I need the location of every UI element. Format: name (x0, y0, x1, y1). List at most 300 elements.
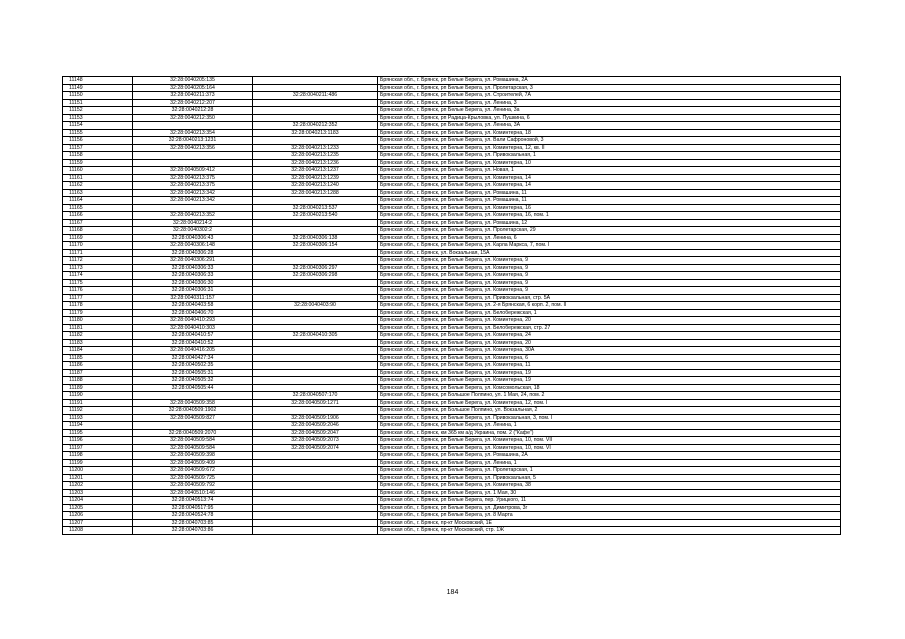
table-row (63, 399, 841, 407)
address-cell: Брянская обл., г. Брянск, рп Белые Берега, ул. Ромашина, 11 (378, 197, 841, 205)
table-row (63, 504, 841, 512)
row-number-cell: 11182 (63, 332, 133, 340)
row-number-cell: 11177 (63, 294, 133, 302)
parcel-cadastral-number-cell: 32:28:0040306:148 (133, 242, 253, 250)
building-cadastral-number-cell (253, 84, 378, 92)
address-cell: Брянская обл., г. Брянск, рп Белые Берега, ул. Карла Маркса, 7, пом. I (378, 242, 841, 250)
table-row (63, 474, 841, 482)
building-cadastral-number-cell (253, 114, 378, 122)
row-number-cell: 11196 (63, 437, 133, 445)
table-row (63, 77, 841, 85)
parcel-cadastral-number-cell (133, 122, 253, 130)
address-cell: Брянская обл., г. Брянск, рп Белые Берега, ул. Коминтерна, 38 (378, 482, 841, 490)
table-row (63, 407, 841, 415)
address-cell: Брянская обл., г. Брянск, рп Белые Берега, ул. Ромашина, 2А (378, 77, 841, 85)
row-number-cell: 11189 (63, 384, 133, 392)
building-cadastral-number-cell (253, 384, 378, 392)
address-cell: Брянская обл., г. Брянск, рп Белые Берега, ул. Коминтерна, 19 (378, 377, 841, 385)
address-cell: Брянская обл., г. Брянск, рп Белые Берега, ул. Комсомольская, 18 (378, 384, 841, 392)
building-cadastral-number-cell (253, 77, 378, 85)
row-number-cell: 11155 (63, 129, 133, 137)
row-number-cell: 11206 (63, 512, 133, 520)
address-cell: Брянская обл., г. Брянск, рп Белые Берега, ул. Белобережская, 1 (378, 309, 841, 317)
parcel-cadastral-number-cell: 32:28:0040509:827 (133, 414, 253, 422)
table-row (63, 414, 841, 422)
parcel-cadastral-number-cell: 32:28:0040509:584 (133, 437, 253, 445)
address-cell: Брянская обл., г. Брянск, рп Радица-Крыловка, ул. Пушкина, 6 (378, 114, 841, 122)
parcel-cadastral-number-cell: 32:28:0040306:31 (133, 287, 253, 295)
row-number-cell: 11207 (63, 519, 133, 527)
parcel-cadastral-number-cell: 32:28:0040213:342 (133, 197, 253, 205)
building-cadastral-number-cell (253, 407, 378, 415)
table-row (63, 519, 841, 527)
parcel-cadastral-number-cell: 32:28:0040205:164 (133, 84, 253, 92)
address-cell: Брянская обл., г. Брянск, рп Белые Берега, ул. Ленина, 3 (378, 99, 841, 107)
address-cell: Брянская обл., г. Брянск, км 365 км а/д Украина, пом. 2 ("Кафе") (378, 429, 841, 437)
address-cell: Брянская обл., г. Брянск, рп Белые Берега, ул. Коминтерна, 20 (378, 317, 841, 325)
address-cell: Брянская обл., г. Брянск, рп Белые Берега, ул. Коминтерна, 11 (378, 362, 841, 370)
address-cell: Брянская обл., г. Брянск, рп Белые Берега, ул. Ромашина, 2А (378, 452, 841, 460)
row-number-cell: 11168 (63, 227, 133, 235)
row-number-cell: 11197 (63, 444, 133, 452)
row-number-cell: 11195 (63, 429, 133, 437)
address-cell: Брянская обл., г. Брянск, рп Белые Берега, ул. Коминтерна, 9 (378, 279, 841, 287)
address-cell: Брянская обл., г. Брянск, пр-кт Московский, 1Е (378, 519, 841, 527)
row-number-cell: 11172 (63, 257, 133, 265)
address-cell: Брянская обл., г. Брянск, рп Белые Берега, ул. Привокзальная, 5 (378, 474, 841, 482)
row-number-cell: 11200 (63, 467, 133, 475)
table-row (63, 249, 841, 257)
address-cell: Брянская обл., г. Брянск, рп Белые Берега, ул. Привокзальная, 1 (378, 152, 841, 160)
parcel-cadastral-number-cell: 32:28:0040505:31 (133, 369, 253, 377)
table-row (63, 527, 841, 535)
row-number-cell: 11198 (63, 452, 133, 460)
address-cell: Брянская обл., г. Брянск, рп Белые Берега, ул. Коминтерна, 12, кв. II (378, 144, 841, 152)
parcel-cadastral-number-cell: 32:28:0040213:356 (133, 144, 253, 152)
address-cell: Брянская обл., г. Брянск, рп Белые Берега, ул. Ленина, 1 (378, 422, 841, 430)
table-row (63, 332, 841, 340)
building-cadastral-number-cell: 32:28:0040306:297 (253, 264, 378, 272)
row-number-cell: 11166 (63, 212, 133, 220)
building-cadastral-number-cell: 32:28:0040509:2073 (253, 437, 378, 445)
table-row (63, 467, 841, 475)
address-cell: Брянская обл., г. Брянск, рп Белые Берега, ул. 2-я Брянская, 6 корп. 2, пом. II (378, 302, 841, 310)
row-number-cell: 11183 (63, 339, 133, 347)
parcel-cadastral-number-cell: 32:28:0040211:373 (133, 92, 253, 100)
parcel-cadastral-number-cell: 32:28:0040213:352 (133, 212, 253, 220)
building-cadastral-number-cell (253, 287, 378, 295)
building-cadastral-number-cell (253, 467, 378, 475)
table-row (63, 392, 841, 400)
building-cadastral-number-cell: 32:28:0040213:1183 (253, 129, 378, 137)
address-cell: Брянская обл., г. Брянск, рп Белые Берега, ул. Коминтерна, 14 (378, 174, 841, 182)
page-number: 184 (446, 589, 459, 596)
table-row (63, 219, 841, 227)
row-number-cell: 11184 (63, 347, 133, 355)
table-row (63, 482, 841, 490)
parcel-cadastral-number-cell: 32:28:0040513:74 (133, 497, 253, 505)
parcel-cadastral-number-cell (133, 422, 253, 430)
address-cell: Брянская обл., г. Брянск, рп Белые Берега, ул. Коминтерна, 10, пом. VII (378, 437, 841, 445)
table-row (63, 114, 841, 122)
row-number-cell: 11204 (63, 497, 133, 505)
row-number-cell: 11165 (63, 204, 133, 212)
building-cadastral-number-cell: 32:28:0040509:2046 (253, 422, 378, 430)
table-row (63, 459, 841, 467)
table-row (63, 317, 841, 325)
building-cadastral-number-cell (253, 249, 378, 257)
row-number-cell: 11174 (63, 272, 133, 280)
building-cadastral-number-cell (253, 497, 378, 505)
building-cadastral-number-cell: 32:28:0040306:298 (253, 272, 378, 280)
parcel-cadastral-number-cell: 32:28:0040212:28 (133, 107, 253, 115)
table-row (63, 257, 841, 265)
address-cell: Брянская обл., г. Брянск, рп Белые Берега, ул. Коминтерна, 10, пом. VI (378, 444, 841, 452)
row-number-cell: 11167 (63, 219, 133, 227)
address-cell: Брянская обл., г. Брянск, рп Белые Берега, ул. Коминтерна, 18 (378, 129, 841, 137)
parcel-cadastral-number-cell: 32:28:0040509:2070 (133, 429, 253, 437)
building-cadastral-number-cell (253, 512, 378, 520)
building-cadastral-number-cell (253, 197, 378, 205)
table-row (63, 174, 841, 182)
row-number-cell: 11148 (63, 77, 133, 85)
address-cell: Брянская обл., г. Брянск, рп Белые Берега, ул. Вали Сафроновой, 3 (378, 137, 841, 145)
parcel-cadastral-number-cell: 32:28:0040213:342 (133, 189, 253, 197)
parcel-cadastral-number-cell: 32:28:0040410:303 (133, 324, 253, 332)
row-number-cell: 11193 (63, 414, 133, 422)
row-number-cell: 11154 (63, 122, 133, 130)
address-cell: Брянская обл., г. Брянск, рп Большое Полпино, ул. 1 Мая, 24, пом. 2 (378, 392, 841, 400)
building-cadastral-number-cell: 32:28:0040306:138 (253, 234, 378, 242)
table-row (63, 227, 841, 235)
building-cadastral-number-cell (253, 519, 378, 527)
building-cadastral-number-cell (253, 99, 378, 107)
row-number-cell: 11179 (63, 309, 133, 317)
table-row (63, 497, 841, 505)
building-cadastral-number-cell: 32:28:0040213:540 (253, 212, 378, 220)
parcel-cadastral-number-cell: 32:28:0040509:1902 (133, 407, 253, 415)
building-cadastral-number-cell (253, 504, 378, 512)
building-cadastral-number-cell (253, 452, 378, 460)
building-cadastral-number-cell: 32:28:0040213:1236 (253, 159, 378, 167)
parcel-cadastral-number-cell: 32:28:0040302:2 (133, 227, 253, 235)
parcel-cadastral-number-cell: 32:28:0040214:2 (133, 219, 253, 227)
row-number-cell: 11157 (63, 144, 133, 152)
address-cell: Брянская обл., г. Брянск, рп Белые Берега, ул. Ленина, 6 (378, 234, 841, 242)
address-cell: Брянская обл., г. Брянск, рп Белые Берега, ул. Коминтерна, 9 (378, 264, 841, 272)
table-row (63, 234, 841, 242)
address-cell: Брянская обл., г. Брянск, рп Белые Берега, ул. Привокзальная, 3, пом. I (378, 414, 841, 422)
address-cell: Брянская обл., г. Брянск, рп Белые Берега, ул. Коминтерна, 14 (378, 182, 841, 190)
table-row (63, 324, 841, 332)
row-number-cell: 11191 (63, 399, 133, 407)
table-row (63, 369, 841, 377)
building-cadastral-number-cell: 32:28:0040213:1237 (253, 167, 378, 175)
table-row (63, 197, 841, 205)
building-cadastral-number-cell: 32:28:0040410:305 (253, 332, 378, 340)
cadastral-table (62, 76, 841, 535)
row-number-cell: 11162 (63, 182, 133, 190)
table-row (63, 182, 841, 190)
table-row (63, 302, 841, 310)
row-number-cell: 11178 (63, 302, 133, 310)
row-number-cell: 11156 (63, 137, 133, 145)
parcel-cadastral-number-cell: 32:28:0040416:205 (133, 347, 253, 355)
building-cadastral-number-cell (253, 369, 378, 377)
table-row (63, 264, 841, 272)
address-cell: Брянская обл., г. Брянск, ул. Вокзальная, 15А (378, 249, 841, 257)
building-cadastral-number-cell: 32:28:0040509:1271 (253, 399, 378, 407)
building-cadastral-number-cell (253, 309, 378, 317)
row-number-cell: 11180 (63, 317, 133, 325)
building-cadastral-number-cell: 32:28:0040507:170 (253, 392, 378, 400)
building-cadastral-number-cell (253, 137, 378, 145)
table-row (63, 159, 841, 167)
building-cadastral-number-cell: 32:28:0040213:537 (253, 204, 378, 212)
table-row (63, 339, 841, 347)
building-cadastral-number-cell: 32:28:0040509:1906 (253, 414, 378, 422)
table-row (63, 347, 841, 355)
table-row (63, 122, 841, 130)
address-cell: Брянская обл., г. Брянск, рп Белые Берега, ул. Пролетарская, 3 (378, 84, 841, 92)
row-number-cell: 11171 (63, 249, 133, 257)
parcel-cadastral-number-cell: 32:28:0040510:146 (133, 489, 253, 497)
building-cadastral-number-cell (253, 257, 378, 265)
parcel-cadastral-number-cell: 32:28:0040509:358 (133, 399, 253, 407)
building-cadastral-number-cell (253, 354, 378, 362)
parcel-cadastral-number-cell: 32:28:0040410:52 (133, 339, 253, 347)
building-cadastral-number-cell: 32:28:0040509:2047 (253, 429, 378, 437)
parcel-cadastral-number-cell: 32:28:0040213:375 (133, 174, 253, 182)
address-cell: Брянская обл., г. Брянск, рп Белые Берега, ул. Коминтерна, 30А (378, 347, 841, 355)
parcel-cadastral-number-cell: 32:28:0040205:135 (133, 77, 253, 85)
table-row (63, 362, 841, 370)
table-row (63, 377, 841, 385)
address-cell: Брянская обл., г. Брянск, рп Белые Берега, ул. Коминтерна, 16 (378, 204, 841, 212)
building-cadastral-number-cell (253, 219, 378, 227)
parcel-cadastral-number-cell: 32:28:0040524:78 (133, 512, 253, 520)
table-row (63, 84, 841, 92)
parcel-cadastral-number-cell: 32:28:0040509:672 (133, 467, 253, 475)
table-body (63, 77, 841, 535)
table-row (63, 272, 841, 280)
document-sheet (62, 76, 840, 535)
parcel-cadastral-number-cell: 32:28:0040517:95 (133, 504, 253, 512)
address-cell: Брянская обл., г. Брянск, рп Белые Берега, ул. Ленина, 3А (378, 122, 841, 130)
address-cell: Брянская обл., г. Брянск, рп Белые Берега, ул. Коминтерна, 12, пом. I (378, 399, 841, 407)
building-cadastral-number-cell (253, 362, 378, 370)
row-number-cell: 11170 (63, 242, 133, 250)
building-cadastral-number-cell (253, 324, 378, 332)
parcel-cadastral-number-cell: 32:28:0040306:33 (133, 272, 253, 280)
building-cadastral-number-cell (253, 279, 378, 287)
parcel-cadastral-number-cell: 32:28:0040306:43 (133, 234, 253, 242)
building-cadastral-number-cell (253, 347, 378, 355)
parcel-cadastral-number-cell: 32:28:0040505:32 (133, 377, 253, 385)
row-number-cell: 11158 (63, 152, 133, 160)
row-number-cell: 11192 (63, 407, 133, 415)
address-cell: Брянская обл., г. Брянск, рп Белые Берега, ул. Коминтерна, 9 (378, 257, 841, 265)
row-number-cell: 11199 (63, 459, 133, 467)
building-cadastral-number-cell (253, 317, 378, 325)
table-row (63, 129, 841, 137)
table-row (63, 167, 841, 175)
parcel-cadastral-number-cell (133, 392, 253, 400)
row-number-cell: 11152 (63, 107, 133, 115)
row-number-cell: 11187 (63, 369, 133, 377)
address-cell: Брянская обл., г. Брянск, рп Белые Берега, ул. Коминтерна, 16, пом. 1 (378, 212, 841, 220)
parcel-cadastral-number-cell: 32:28:0040306:28 (133, 249, 253, 257)
address-cell: Брянская обл., г. Брянск, рп Белые Берега, ул. Пролетарская, 29 (378, 227, 841, 235)
parcel-cadastral-number-cell: 32:28:0040306:30 (133, 279, 253, 287)
table-row (63, 137, 841, 145)
table-row (63, 204, 841, 212)
table-row (63, 429, 841, 437)
table-row (63, 242, 841, 250)
parcel-cadastral-number-cell: 32:28:0040306:291 (133, 257, 253, 265)
building-cadastral-number-cell: 32:28:0040213:1233 (253, 144, 378, 152)
table-row (63, 452, 841, 460)
parcel-cadastral-number-cell: 32:28:0040703:86 (133, 527, 253, 535)
parcel-cadastral-number-cell: 32:28:0040212:350 (133, 114, 253, 122)
parcel-cadastral-number-cell: 32:28:0040427:34 (133, 354, 253, 362)
building-cadastral-number-cell (253, 527, 378, 535)
table-row (63, 152, 841, 160)
row-number-cell: 11176 (63, 287, 133, 295)
table-row (63, 92, 841, 100)
building-cadastral-number-cell (253, 459, 378, 467)
address-cell: Брянская обл., г. Брянск, рп Белые Берега, ул. 1 Мая, 30 (378, 489, 841, 497)
address-cell: Брянская обл., г. Брянск, рп Большое Полпино, ул. Вокзальная, 2 (378, 407, 841, 415)
parcel-cadastral-number-cell: 32:28:0040410:57 (133, 332, 253, 340)
table-row (63, 144, 841, 152)
building-cadastral-number-cell (253, 339, 378, 347)
table-row (63, 189, 841, 197)
table-row (63, 437, 841, 445)
building-cadastral-number-cell: 32:28:0040211:486 (253, 92, 378, 100)
parcel-cadastral-number-cell: 32:28:0040213:375 (133, 182, 253, 190)
table-row (63, 489, 841, 497)
address-cell: Брянская обл., г. Брянск, пр-кт Московский, стр. 1Ж (378, 527, 841, 535)
building-cadastral-number-cell: 32:28:0040213:1235 (253, 152, 378, 160)
row-number-cell: 11208 (63, 527, 133, 535)
parcel-cadastral-number-cell: 32:28:0040505:44 (133, 384, 253, 392)
parcel-cadastral-number-cell: 32:28:0040406:70 (133, 309, 253, 317)
building-cadastral-number-cell (253, 227, 378, 235)
row-number-cell: 11175 (63, 279, 133, 287)
address-cell: Брянская обл., г. Брянск, рп Белые Берега, ул. Коминтерна, 9 (378, 287, 841, 295)
parcel-cadastral-number-cell: 32:28:0040213:1231 (133, 137, 253, 145)
table-row (63, 422, 841, 430)
address-cell: Брянская обл., г. Брянск, рп Белые Берега, ул. Ленина, 3а (378, 107, 841, 115)
building-cadastral-number-cell: 32:28:0040509:2074 (253, 444, 378, 452)
building-cadastral-number-cell: 32:28:0040306:154 (253, 242, 378, 250)
building-cadastral-number-cell (253, 482, 378, 490)
address-cell: Брянская обл., г. Брянск, рп Белые Берега, ул. Строителей, 7А (378, 92, 841, 100)
address-cell: Брянская обл., г. Брянск, рп Белые Берега, ул. Коминтерна, 10 (378, 159, 841, 167)
row-number-cell: 11159 (63, 159, 133, 167)
parcel-cadastral-number-cell: 32:28:0040212:207 (133, 99, 253, 107)
building-cadastral-number-cell (253, 474, 378, 482)
table-row (63, 309, 841, 317)
table-row (63, 444, 841, 452)
row-number-cell: 11169 (63, 234, 133, 242)
row-number-cell: 11160 (63, 167, 133, 175)
parcel-cadastral-number-cell: 32:28:0040509:792 (133, 482, 253, 490)
building-cadastral-number-cell: 32:28:0040213:1288 (253, 189, 378, 197)
row-number-cell: 11173 (63, 264, 133, 272)
parcel-cadastral-number-cell: 32:28:0040403:58 (133, 302, 253, 310)
address-cell: Брянская обл., г. Брянск, рп Белые Берега, ул. Коминтерна, 9 (378, 272, 841, 280)
row-number-cell: 11194 (63, 422, 133, 430)
parcel-cadastral-number-cell: 32:28:0040509:412 (133, 167, 253, 175)
building-cadastral-number-cell: 32:28:0040213:1239 (253, 174, 378, 182)
parcel-cadastral-number-cell: 32:28:0040311:157 (133, 294, 253, 302)
parcel-cadastral-number-cell: 32:28:0040509:409 (133, 459, 253, 467)
row-number-cell: 11153 (63, 114, 133, 122)
address-cell: Брянская обл., г. Брянск, рп Белые Берега, ул. Пролетарская, 1 (378, 467, 841, 475)
building-cadastral-number-cell: 32:28:0040213:1240 (253, 182, 378, 190)
row-number-cell: 11202 (63, 482, 133, 490)
address-cell: Брянская обл., г. Брянск, рп Белые Берега, ул. 8 Марта (378, 512, 841, 520)
address-cell: Брянская обл., г. Брянск, рп Белые Берега, ул. Ромашина, 11 (378, 189, 841, 197)
address-cell: Брянская обл., г. Брянск, рп Белые Берега, ул. Коминтерна, 19 (378, 369, 841, 377)
parcel-cadastral-number-cell (133, 152, 253, 160)
row-number-cell: 11185 (63, 354, 133, 362)
address-cell: Брянская обл., г. Брянск, рп Белые Берега, ул. Димитрова, 3г (378, 504, 841, 512)
building-cadastral-number-cell: 32:28:0040212:352 (253, 122, 378, 130)
row-number-cell: 11188 (63, 377, 133, 385)
address-cell: Брянская обл., г. Брянск, рп Белые Берега, ул. Ленина, 1 (378, 459, 841, 467)
parcel-cadastral-number-cell: 32:28:0040509:584 (133, 444, 253, 452)
table-row (63, 107, 841, 115)
address-cell: Брянская обл., г. Брянск, рп Белые Берега, пер. Урицкого, 11 (378, 497, 841, 505)
row-number-cell: 11181 (63, 324, 133, 332)
address-cell: Брянская обл., г. Брянск, рп Белые Берега, ул. Новая, 1 (378, 167, 841, 175)
row-number-cell: 11164 (63, 197, 133, 205)
address-cell: Брянская обл., г. Брянск, рп Белые Берега, ул. Коминтерна, 6 (378, 354, 841, 362)
parcel-cadastral-number-cell (133, 159, 253, 167)
row-number-cell: 11151 (63, 99, 133, 107)
parcel-cadastral-number-cell: 32:28:0040410:293 (133, 317, 253, 325)
row-number-cell: 11186 (63, 362, 133, 370)
parcel-cadastral-number-cell: 32:28:0040213:354 (133, 129, 253, 137)
address-cell: Брянская обл., г. Брянск, рп Белые Берега, ул. Коминтерна, 20 (378, 339, 841, 347)
table-row (63, 512, 841, 520)
row-number-cell: 11205 (63, 504, 133, 512)
building-cadastral-number-cell (253, 489, 378, 497)
table-row (63, 354, 841, 362)
row-number-cell: 11201 (63, 474, 133, 482)
row-number-cell: 11203 (63, 489, 133, 497)
building-cadastral-number-cell (253, 294, 378, 302)
row-number-cell: 11149 (63, 84, 133, 92)
parcel-cadastral-number-cell (133, 204, 253, 212)
building-cadastral-number-cell: 32:28:0040403:90 (253, 302, 378, 310)
row-number-cell: 11190 (63, 392, 133, 400)
row-number-cell: 11150 (63, 92, 133, 100)
parcel-cadastral-number-cell: 32:28:0040703:85 (133, 519, 253, 527)
parcel-cadastral-number-cell: 32:28:0040306:33 (133, 264, 253, 272)
address-cell: Брянская обл., г. Брянск, рп Белые Берега, ул. Белобережская, стр. 27 (378, 324, 841, 332)
table-row (63, 279, 841, 287)
table-row (63, 99, 841, 107)
table-row (63, 287, 841, 295)
row-number-cell: 11161 (63, 174, 133, 182)
table-row (63, 294, 841, 302)
table-row (63, 212, 841, 220)
building-cadastral-number-cell (253, 377, 378, 385)
